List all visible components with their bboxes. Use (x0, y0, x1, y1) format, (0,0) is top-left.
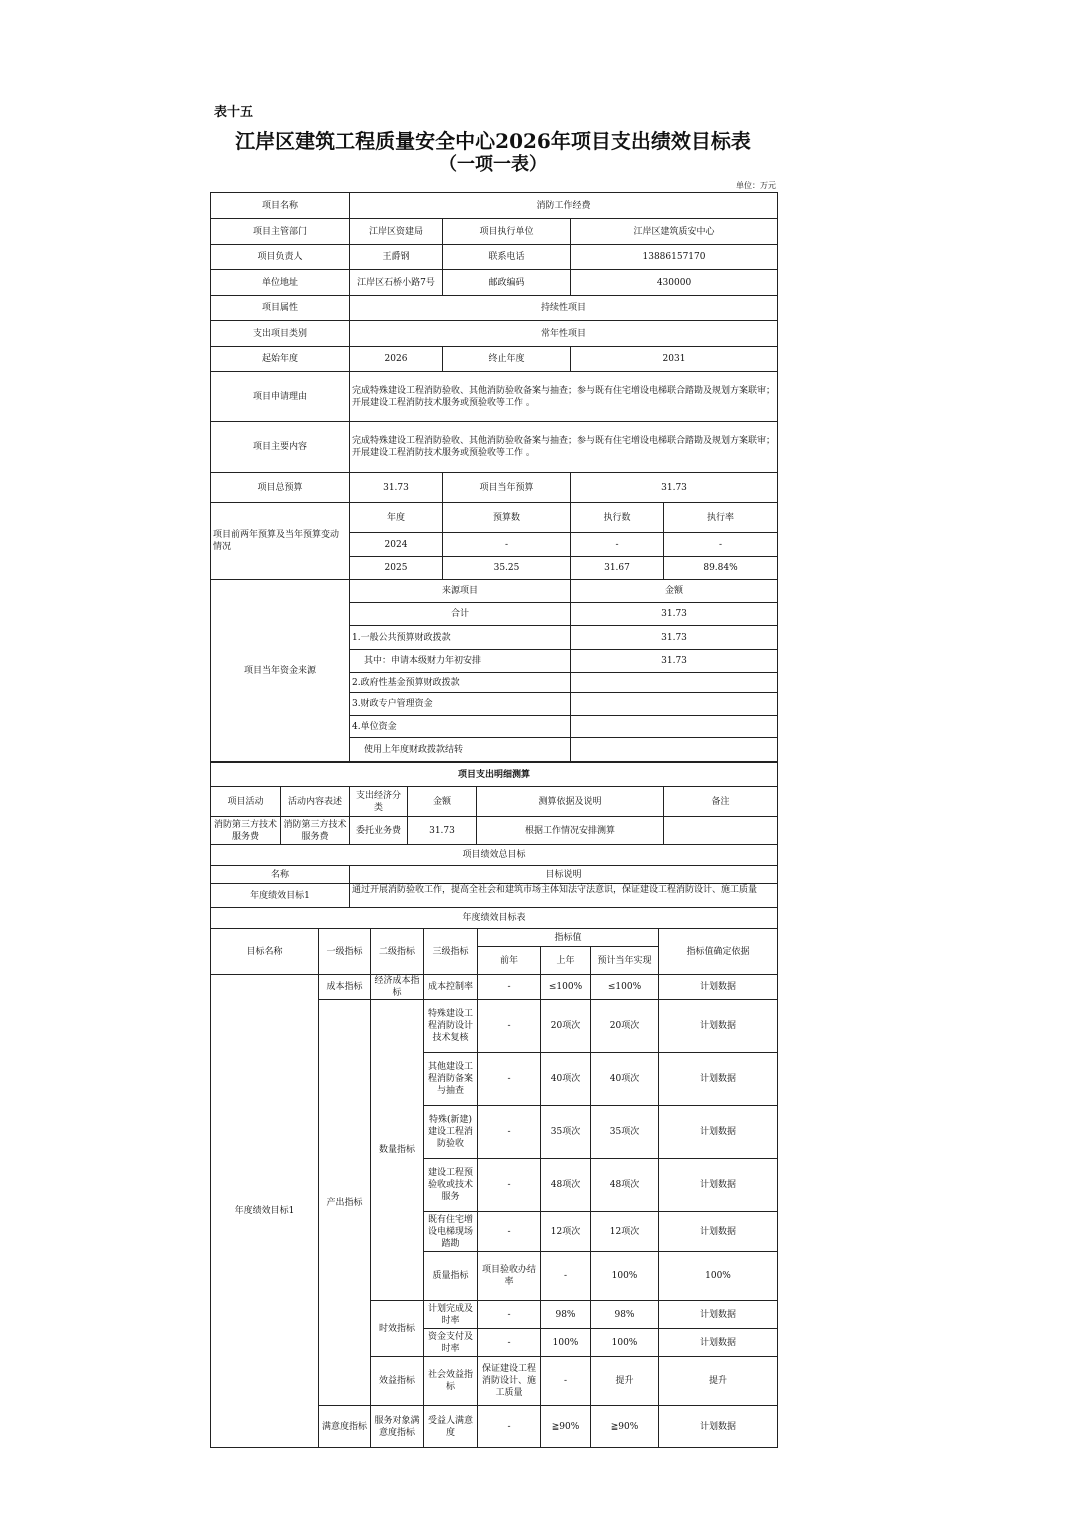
funding-source: 2.政府性基金预算财政拨款 (350, 673, 571, 693)
unit-label: 单位：万元 (736, 181, 776, 190)
funding-amount (571, 716, 778, 738)
column-header: 上年 (541, 947, 591, 975)
level3-indicator: 建设工程预验收或技术服务 (424, 1159, 478, 1212)
project-name: 消防工作经费 (350, 193, 778, 219)
level3-indicator: 其他建设工程消防备案与抽查 (424, 1053, 478, 1106)
cell-label: 项目名称 (211, 193, 350, 219)
level2-indicator: 服务对象满意度指标 (371, 1406, 424, 1448)
column-header: 预算数 (443, 503, 571, 533)
basis-cell: 计划数据 (659, 1329, 778, 1357)
column-header: 金额 (571, 580, 778, 603)
value-cell: 35项次 (591, 1106, 659, 1159)
level1-indicator: 产出指标 (319, 1000, 371, 1406)
annual-goals-table (210, 928, 778, 1448)
basis-cell: 计划数据 (659, 1406, 778, 1448)
history-cell: 2024 (350, 533, 443, 557)
value-cell: ≤100% (541, 975, 591, 1000)
column-header: 来源项目 (350, 580, 571, 603)
funding-source: 1.一般公共预算财政拨款 (350, 626, 571, 650)
basis-cell: 计划数据 (659, 1106, 778, 1159)
column-header: 前年 (478, 947, 541, 975)
column-header: 金额 (408, 787, 477, 817)
value-cell: - (478, 1000, 541, 1053)
level1-indicator: 效益指标 (371, 1357, 424, 1406)
history-cell: 89.84% (664, 557, 778, 580)
basis-cell: 计划数据 (659, 1212, 778, 1252)
value-cell: 100% (541, 1329, 591, 1357)
basis-cell: 计划数据 (659, 1159, 778, 1212)
detail-table (210, 762, 778, 929)
value-cell: 12项次 (591, 1212, 659, 1252)
cell-label: 单位地址 (211, 270, 350, 296)
goal-name: 年度绩效目标1 (211, 884, 350, 908)
detail-cell: 根据工作情况安排测算 (477, 817, 664, 845)
value-cell: 提升 (591, 1357, 659, 1406)
column-header: 执行率 (664, 503, 778, 533)
value-cell: 98% (591, 1301, 659, 1329)
dept-value: 江岸区资建局 (350, 219, 443, 245)
value-cell: 35项次 (541, 1106, 591, 1159)
person-value: 王爵钢 (350, 245, 443, 270)
value-cell: 100% (659, 1252, 778, 1301)
level3-indicator: 特殊(新建)建设工程消防验收 (424, 1106, 478, 1159)
history-cell: 2025 (350, 557, 443, 580)
history-label: 项目前两年预算及当年预算变动情况 (211, 503, 350, 580)
column-header: 测算依据及说明 (477, 787, 664, 817)
column-header: 一级指标 (319, 929, 371, 975)
level3-indicator: 受益人满意度 (424, 1406, 478, 1448)
addr-value: 江岸区石桥小路7号 (350, 270, 443, 296)
level1-indicator: 满意度指标 (319, 1406, 371, 1448)
history-cell: 35.25 (443, 557, 571, 580)
value-cell: 48项次 (591, 1159, 659, 1212)
column-header: 年度 (350, 503, 443, 533)
history-cell: - (571, 533, 664, 557)
detail-cell: 委托业务费 (350, 817, 408, 845)
value-cell: - (478, 1329, 541, 1357)
value-cell: - (478, 1212, 541, 1252)
overall-title: 项目绩效总目标 (211, 845, 778, 866)
funding-source: 合计 (350, 603, 571, 626)
content-value: 完成特殊建设工程消防验收、其他消防验收备案与抽查；参与既有住宅增设电梯联合踏勘及规划方案联审；开展建设工程消防技术服务或预验收等工作 。 (350, 422, 778, 473)
cell-label: 项目属性 (211, 296, 350, 321)
level2-indicator: 时效指标 (371, 1301, 424, 1357)
project-info-table (210, 192, 778, 762)
detail-cell: 消防第三方技术服务费 (281, 817, 350, 845)
cell-label: 项目总预算 (211, 473, 350, 503)
phone-value: 13886157170 (571, 245, 778, 270)
detail-title: 项目支出明细测算 (211, 763, 778, 787)
funding-amount: 31.73 (571, 626, 778, 650)
annual-goal-name: 年度绩效目标1 (211, 975, 319, 1448)
value-cell: 20项次 (591, 1000, 659, 1053)
value-cell: 12项次 (541, 1212, 591, 1252)
cell-label: 项目负责人 (211, 245, 350, 270)
reason-value: 完成特殊建设工程消防验收、其他消防验收备案与抽查；参与既有住宅增设电梯联合踏勘及规划方案联审；开展建设工程消防技术服务或预验收等工作 。 (350, 372, 778, 422)
column-header: 预计当年实现 (591, 947, 659, 975)
value-cell: 98% (541, 1301, 591, 1329)
value-cell: 40项次 (591, 1053, 659, 1106)
column-header: 二级指标 (371, 929, 424, 975)
value-cell: - (478, 1106, 541, 1159)
value-cell: 48项次 (541, 1159, 591, 1212)
basis-cell: 计划数据 (659, 1000, 778, 1053)
detail-cell: 31.73 (408, 817, 477, 845)
value-cell: - (478, 1406, 541, 1448)
funding-source: 使用上年度财政拨款结转 (350, 738, 571, 762)
current-budget: 31.73 (571, 473, 778, 503)
level3-indicator: 计划完成及时率 (424, 1301, 478, 1329)
value-cell: - (478, 1053, 541, 1106)
column-header: 项目活动 (211, 787, 281, 817)
value-cell: 100% (591, 1252, 659, 1301)
column-header: 执行数 (571, 503, 664, 533)
level3-indicator: 既有住宅增设电梯现场踏勘 (424, 1212, 478, 1252)
table-number-label: 表十五 (214, 105, 254, 120)
exec-value: 江岸区建筑质安中心 (571, 219, 778, 245)
column-header: 目标说明 (350, 866, 778, 884)
total-budget: 31.73 (350, 473, 443, 503)
funding-amount: 31.73 (571, 603, 778, 626)
value-cell: ≧90% (541, 1406, 591, 1448)
end-year: 2031 (571, 347, 778, 372)
level3-indicator: 项目验收办结率 (478, 1252, 541, 1301)
page-subtitle: （一项一表） (439, 154, 547, 175)
value-cell: 40项次 (541, 1053, 591, 1106)
column-header: 指标值 (478, 929, 659, 947)
cell-label: 终止年度 (443, 347, 571, 372)
level1-indicator: 成本指标 (319, 975, 371, 1000)
funding-source: 4.单位资金 (350, 716, 571, 738)
level2-indicator: 经济成本指标 (371, 975, 424, 1000)
basis-cell: 计划数据 (659, 1053, 778, 1106)
cell-label: 项目执行单位 (443, 219, 571, 245)
level3-indicator: 特殊建设工程消防设计技术复核 (424, 1000, 478, 1053)
basis-cell: 计划数据 (659, 1301, 778, 1329)
category-value: 常年性项目 (350, 321, 778, 347)
history-cell: - (664, 533, 778, 557)
value-cell: ≤100% (591, 975, 659, 1000)
cell-label: 项目主管部门 (211, 219, 350, 245)
start-year: 2026 (350, 347, 443, 372)
funding-source: 其中：申请本级财力年初安排 (350, 650, 571, 673)
cell-label: 项目申请理由 (211, 372, 350, 422)
funding-amount (571, 738, 778, 762)
level2-indicator: 数量指标 (371, 1000, 424, 1301)
cell-label: 联系电话 (443, 245, 571, 270)
value-cell: - (478, 1159, 541, 1212)
detail-cell: 消防第三方技术服务费 (211, 817, 281, 845)
column-header: 备注 (664, 787, 778, 817)
value-cell: 20项次 (541, 1000, 591, 1053)
cell-label: 起始年度 (211, 347, 350, 372)
column-header: 支出经济分类 (350, 787, 408, 817)
value-cell: - (478, 1301, 541, 1329)
value-cell: - (541, 1252, 591, 1301)
column-header: 活动内容表述 (281, 787, 350, 817)
funding-source: 3.财政专户管理资金 (350, 693, 571, 716)
level3-indicator: 保证建设工程消防设计、施工质量 (478, 1357, 541, 1406)
funding-amount (571, 673, 778, 693)
cell-label: 项目主要内容 (211, 422, 350, 473)
funding-amount (571, 693, 778, 716)
value-cell: ≧90% (591, 1406, 659, 1448)
goal-description: 通过开展消防验收工作，提高全社会和建筑市场主体知法守法意识，保证建设工程消防设计、施工质量 (350, 884, 778, 908)
level2-indicator: 社会效益指标 (424, 1357, 478, 1406)
history-cell: - (443, 533, 571, 557)
cell-label: 支出项目类别 (211, 321, 350, 347)
detail-cell (664, 817, 778, 845)
page-title: 江岸区建筑工程质量安全中心2026年项目支出绩效目标表 (235, 129, 751, 153)
history-cell: 31.67 (571, 557, 664, 580)
funding-amount: 31.73 (571, 650, 778, 673)
cell-label: 邮政编码 (443, 270, 571, 296)
value-cell: - (478, 975, 541, 1000)
zip-value: 430000 (571, 270, 778, 296)
funding-label: 项目当年资金来源 (211, 580, 350, 762)
cell-label: 项目当年预算 (443, 473, 571, 503)
level3-indicator: 资金支付及时率 (424, 1329, 478, 1357)
basis-cell: 计划数据 (659, 975, 778, 1000)
column-header: 指标值确定依据 (659, 929, 778, 975)
annual-title: 年度绩效目标表 (211, 908, 778, 929)
level2-indicator: 质量指标 (424, 1252, 478, 1301)
column-header: 名称 (211, 866, 350, 884)
column-header: 目标名称 (211, 929, 319, 975)
column-header: 三级指标 (424, 929, 478, 975)
value-cell: 100% (591, 1329, 659, 1357)
value-cell: - (541, 1357, 591, 1406)
attr-value: 持续性项目 (350, 296, 778, 321)
level3-indicator: 成本控制率 (424, 975, 478, 1000)
value-cell: 提升 (659, 1357, 778, 1406)
